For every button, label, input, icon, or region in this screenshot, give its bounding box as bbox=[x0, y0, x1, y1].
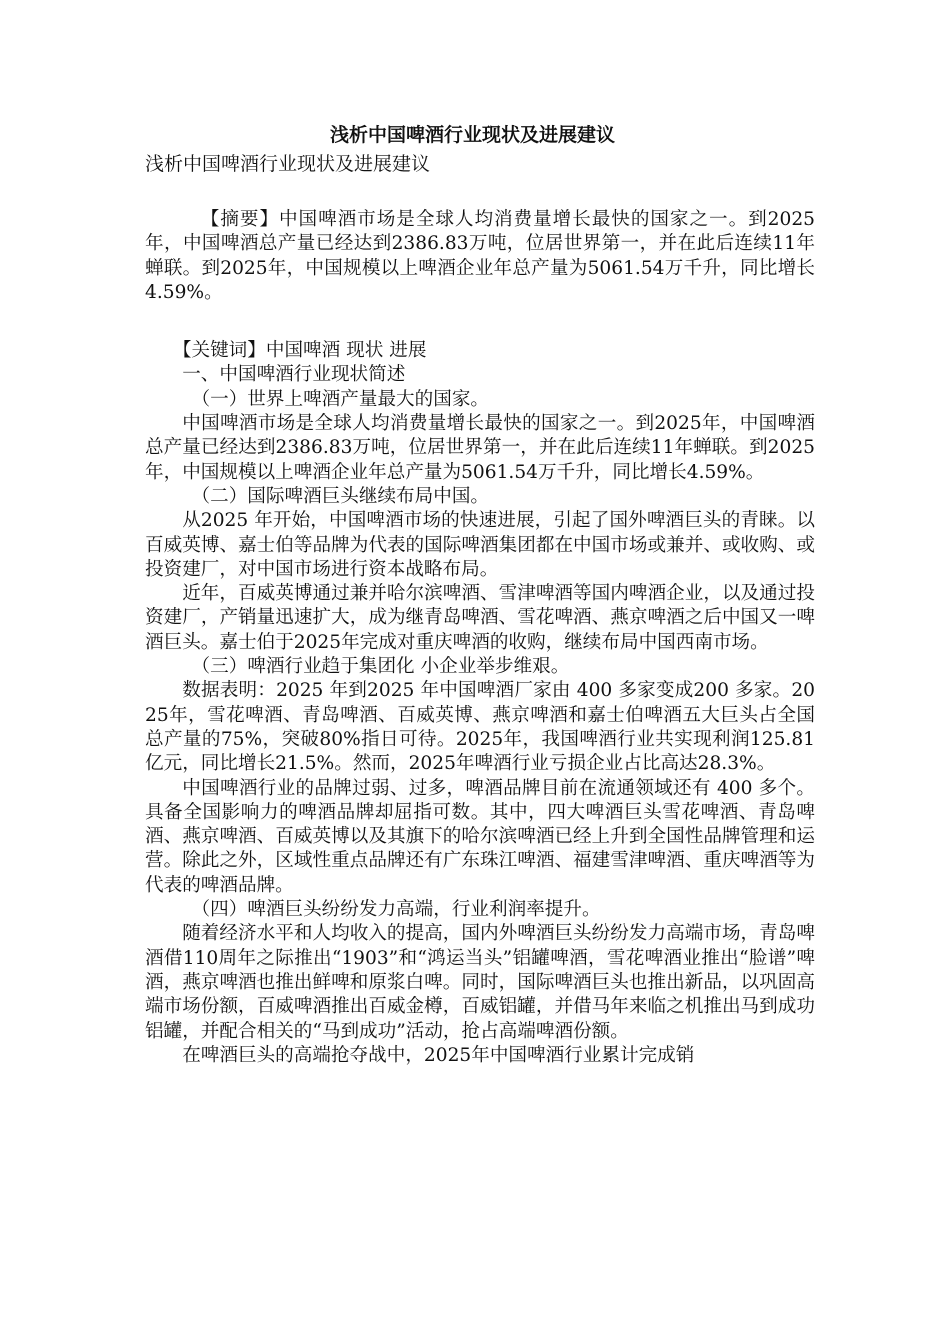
paragraph-sub1: 中国啤酒市场是全球人均消费量增长最快的国家之一。到2025年，中国啤酒总产量已经达到2386.83万吨，位居世界第一，并在此后连续11年蝉联。到2025年，中国规模以上啤酒企业年总产量为5061.54万千升，同比增长4.59%。 bbox=[145, 413, 815, 483]
subsection-heading-4: （四）啤酒巨头纷纷发力高端，行业利润率提升。 bbox=[191, 899, 601, 921]
document-subtitle: 浅析中国啤酒行业现状及进展建议 bbox=[145, 153, 431, 175]
subsection-heading-3: （三）啤酒行业趋于集团化 小企业举步维艰。 bbox=[191, 656, 570, 678]
abstract-paragraph: 【摘要】中国啤酒市场是全球人均消费量增长最快的国家之一。到2025年，中国啤酒总产量已经达到2386.83万吨，位居世界第一，并在此后连续11年蝉联。到2025年，中国规模以上啤酒企业年总产量为5061.54万千升，同比增长4.59%。 bbox=[145, 209, 815, 303]
paragraph-sub4-1: 随着经济水平和人均收入的提高，国内外啤酒巨头纷纷发力高端市场，青岛啤酒借110周年之际推出“1903”和“鸿运当头”铝罐啤酒，雪花啤酒业推出“脸谱”啤酒，燕京啤酒也推出鲜啤和原浆白啤。同时，国际啤酒巨头也推出新品，以巩固高端市场份额，百威啤酒推出百威金樽，百威铝罐，并借马年来临之机推出马到成功铝罐，并配合相关的“马到成功”活动，抢占高端啤酒份额。 bbox=[145, 923, 815, 1042]
document-title: 浅析中国啤酒行业现状及进展建议 bbox=[329, 124, 615, 146]
subsection-heading-2: （二）国际啤酒巨头继续布局中国。 bbox=[191, 485, 490, 507]
paragraph-sub3-1: 数据表明：2025 年到2025 年中国啤酒厂家由 400 多家变成200 多家。2025年，雪花啤酒、青岛啤酒、百威英博、燕京啤酒和嘉士伯啤酒五大巨头占全国总产量的75%，突破80%指日可待。2025年，我国啤酒行业共实现利润125.81亿元，同比增长21.5%。然而，2025年啤酒行业亏损企业占比高达28.3%。 bbox=[145, 680, 815, 775]
section-heading-1: 一、中国啤酒行业现状简述 bbox=[182, 364, 406, 386]
keywords-line: 【关键词】中国啤酒 现状 进展 bbox=[172, 340, 427, 362]
document-body bbox=[145, 118, 815, 1068]
subsection-heading-1: （一）世界上啤酒产量最大的国家。 bbox=[191, 388, 490, 410]
paragraph-sub2-2: 近年，百威英博通过兼并哈尔滨啤酒、雪津啤酒等国内啤酒企业，以及通过投资建厂，产销量迅速扩大，成为继青岛啤酒、雪花啤酒、燕京啤酒之后中国又一啤酒巨头。嘉士伯于2025年完成对重庆啤酒的收购，继续布局中国西南市场。 bbox=[145, 583, 815, 653]
paragraph-sub3-2: 中国啤酒行业的品牌过弱、过多，啤酒品牌目前在流通领域还有 400 多个。具备全国影响力的啤酒品牌却屈指可数。其中，四大啤酒巨头雪花啤酒、青岛啤酒、燕京啤酒、百威英博以及其旗下的哈尔滨啤酒已经上升到全国性品牌管理和运营。除此之外，区域性重点品牌还有广东珠江啤酒、福建雪津啤酒、重庆啤酒等为代表的啤酒品牌。 bbox=[145, 777, 815, 896]
paragraph-sub2-1: 从2025 年开始，中国啤酒市场的快速进展，引起了国外啤酒巨头的青睐。以百威英博、嘉士伯等品牌为代表的国际啤酒集团都在中国市场或兼并、或收购、或投资建厂，对中国市场进行资本战略布局。 bbox=[145, 510, 815, 580]
paragraph-sub4-2: 在啤酒巨头的高端抢夺战中，2025年中国啤酒行业累计完成销 bbox=[182, 1044, 695, 1066]
